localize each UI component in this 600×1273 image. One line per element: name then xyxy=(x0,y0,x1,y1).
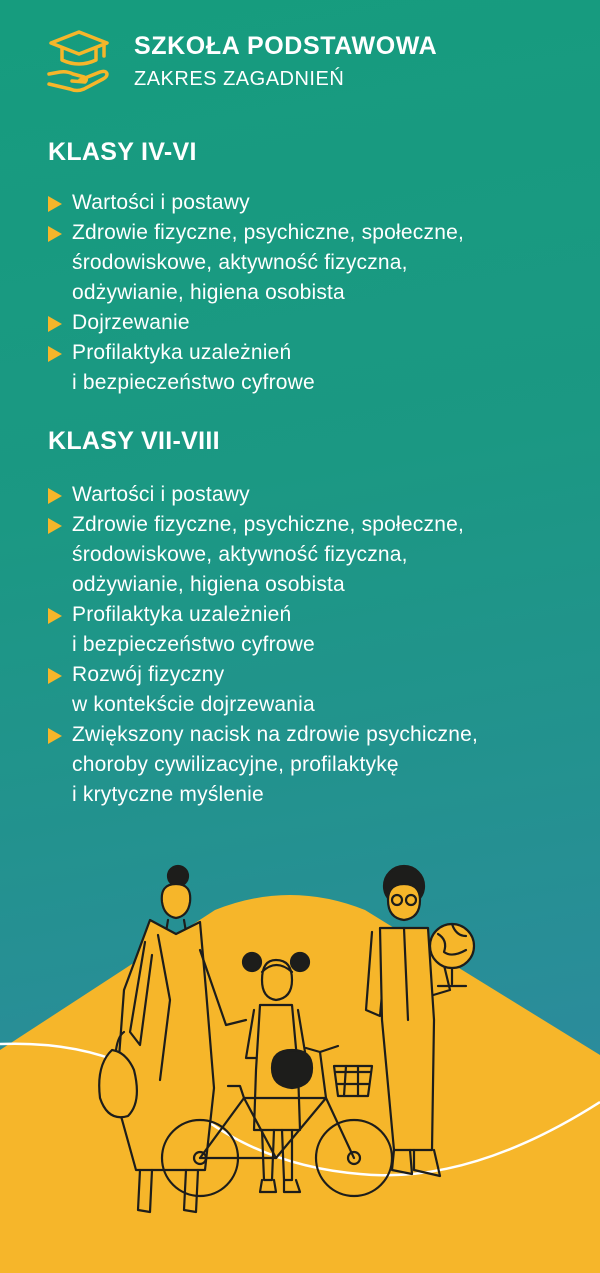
list-item xyxy=(48,720,588,810)
bullet-triangle-icon xyxy=(48,226,62,242)
bullet-triangle-icon xyxy=(48,518,62,534)
section-heading: KLASY VII-VIII xyxy=(48,427,220,455)
bullet-triangle-icon xyxy=(48,608,62,624)
list-item xyxy=(48,338,588,398)
section-grades-7-8 xyxy=(48,426,588,810)
list-item xyxy=(48,660,588,720)
topic-list xyxy=(48,188,588,398)
list-item xyxy=(48,480,588,510)
list-item-text: Zwiększony nacisk na zdrowie psychiczne, choroby cywilizacyjne, profilaktykę i krytyczne myślenie xyxy=(72,723,478,806)
page-subtitle: ZAKRES ZAGADNIEŃ xyxy=(134,68,345,90)
header xyxy=(46,28,437,96)
bullet-triangle-icon xyxy=(48,316,62,332)
bullet-triangle-icon xyxy=(48,728,62,744)
list-item-text: Wartości i postawy xyxy=(72,191,250,214)
family-illustration xyxy=(0,840,600,1273)
list-item-text: Rozwój fizyczny w kontekście dojrzewania xyxy=(72,663,315,716)
list-item-text: Zdrowie fizyczne, psychiczne, społeczne, środowiskowe, aktywność fizyczna, odżywianie, higiena osobista xyxy=(72,513,464,596)
list-item xyxy=(48,308,588,338)
list-item xyxy=(48,510,588,600)
list-item-text: Wartości i postawy xyxy=(72,483,250,506)
list-item-text: Profilaktyka uzależnień i bezpieczeństwo cyfrowe xyxy=(72,341,315,394)
list-item xyxy=(48,218,588,308)
list-item xyxy=(48,188,588,218)
list-item-text: Profilaktyka uzależnień i bezpieczeństwo cyfrowe xyxy=(72,603,315,656)
list-item-text: Dojrzewanie xyxy=(72,311,190,334)
graduation-cap-hand-icon xyxy=(46,28,112,94)
section-grades-4-6 xyxy=(48,137,588,398)
list-item-text: Zdrowie fizyczne, psychiczne, społeczne, środowiskowe, aktywność fizyczna, odżywianie, higiena osobista xyxy=(72,221,464,304)
page-title: SZKOŁA PODSTAWOWA xyxy=(134,32,438,60)
bullet-triangle-icon xyxy=(48,668,62,684)
section-heading: KLASY IV-VI xyxy=(48,138,197,166)
bullet-triangle-icon xyxy=(48,196,62,212)
topic-list xyxy=(48,480,588,810)
bullet-triangle-icon xyxy=(48,346,62,362)
list-item xyxy=(48,600,588,660)
bullet-triangle-icon xyxy=(48,488,62,504)
